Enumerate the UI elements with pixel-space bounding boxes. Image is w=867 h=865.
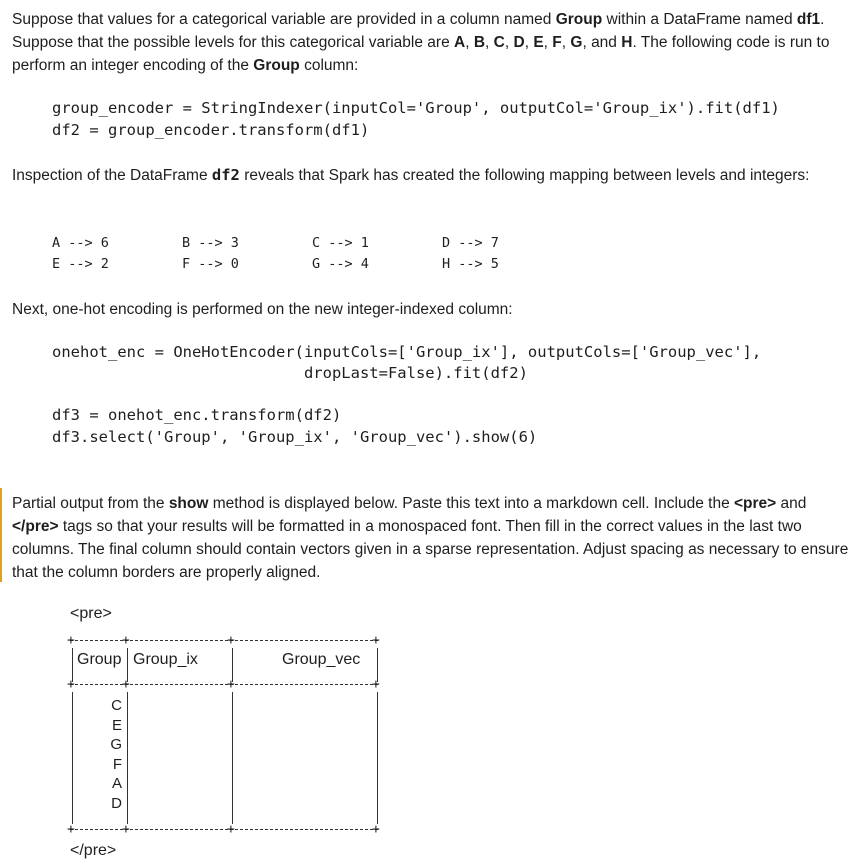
inspection-paragraph: Inspection of the DataFrame df2 reveals that Spark has created the following mapping between levels and integers: (12, 166, 810, 184)
mapping-cell: D --> 7 (442, 235, 499, 251)
indexer-code-line-2: df2 = group_encoder.transform(df1) (52, 121, 370, 139)
df1-name: df1 (796, 11, 821, 28)
table-col-line (232, 692, 233, 824)
pre-close-tag: </pre> (70, 842, 117, 859)
mapping-cell: C --> 1 (312, 235, 369, 251)
indexer-code-line-1: group_encoder = StringIndexer(inputCol='Group', outputCol='Group_ix').fit(df1) (52, 99, 780, 117)
row-group-value: C (111, 697, 122, 714)
mapping-cell: A --> 6 (52, 235, 109, 251)
mapping-cell: G --> 4 (312, 256, 369, 272)
instructions-callout: Partial output from the show method is displayed below. Paste this text into a markdown cell. Include the <pre> and </pre> tags so that your results will be formatted in a monospaced font. Then fill in the correct values in the last two columns. The final column should contain vectors given in a sparse representation. Adjust spacing as necessary to ensure that the column borders are properly aligned. (12, 495, 849, 581)
table-col-line (72, 692, 73, 824)
intro-paragraph: Suppose that values for a categorical variable are provided in a column named Group within a DataFrame named df1. Suppose that the possible levels for this categorical variable are A, B, C, D, E, F, G, and H. The following code is run to perform an integer encoding of the Group column: (12, 11, 830, 74)
show-output-table: + + + + + + + + + + + + Group Group_ix Group_vec C E G F A D (67, 633, 380, 837)
callout-accent-bar (0, 488, 2, 582)
onehot-code-line-3: df3 = onehot_enc.transform(df2) (52, 406, 342, 424)
mapping-cell: F --> 0 (182, 256, 239, 272)
onehot-code-line-4: df3.select('Group', 'Group_ix', 'Group_vec').show(6) (52, 428, 538, 446)
header-group-ix: Group_ix (133, 651, 198, 668)
onehot-code-line-2: dropLast=False).fit(df2) (52, 364, 528, 382)
pre-open-tag: <pre> (70, 605, 112, 622)
table-col-line (127, 692, 128, 824)
row-group-value: F (112, 755, 122, 773)
mapping-cell: E --> 2 (52, 256, 109, 272)
row-group-value: A (111, 775, 122, 792)
next-paragraph: Next, one-hot encoding is performed on the new integer-indexed column: (12, 301, 513, 318)
onehot-code-line-1: onehot_enc = OneHotEncoder(inputCols=['Group_ix'], outputCols=['Group_vec'], (52, 343, 762, 361)
group-column-name: Group (555, 11, 603, 28)
show-method-name: show (168, 495, 209, 512)
header-group-vec: Group_vec (282, 651, 361, 668)
mapping-cell: B --> 3 (182, 235, 239, 251)
table-border-top (70, 640, 378, 641)
row-group-value: G (110, 736, 122, 753)
mapping-cell: H --> 5 (442, 256, 499, 272)
table-border-bottom (70, 829, 378, 830)
header-group: Group (77, 651, 122, 668)
row-group-value: D (111, 794, 122, 812)
row-group-value: E (111, 716, 122, 734)
table-col-line (377, 692, 378, 824)
table-border-header (70, 684, 378, 685)
